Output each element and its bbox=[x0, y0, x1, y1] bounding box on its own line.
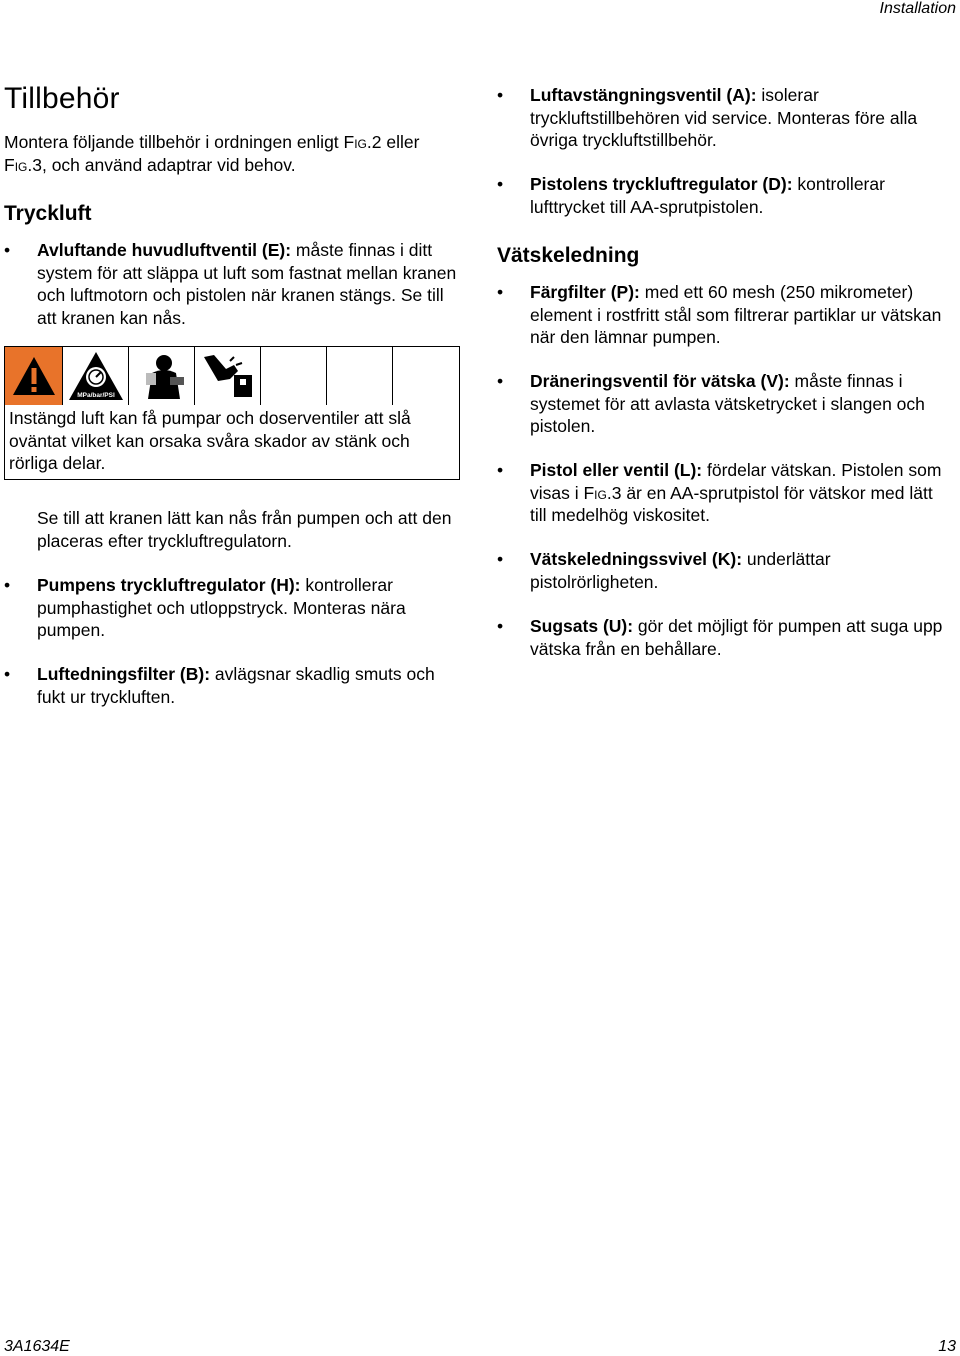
bullet-icon: • bbox=[497, 174, 504, 194]
bullet-icon: • bbox=[4, 575, 11, 595]
item-label: Pumpens tryckluftregulator (H): bbox=[37, 575, 301, 595]
intro-paragraph bbox=[4, 131, 464, 176]
item-text: måste finnas i ditt system för att släppa ut luft som fastnat mellan kranen och luftmotorn och pistolen när kranen stängs. Se till att kranen kan nås. bbox=[37, 240, 457, 329]
bullet-icon: • bbox=[497, 85, 504, 105]
empty-icon-cell bbox=[261, 347, 327, 405]
item-label: Luftedningsfilter (B): bbox=[37, 664, 211, 684]
intro-text-c: 3, och använd adaptrar vid behov. bbox=[32, 154, 296, 175]
list-item bbox=[497, 615, 947, 660]
bullet-icon: • bbox=[4, 664, 11, 684]
item-label: Pistolens tryckluftregulator (D): bbox=[530, 174, 793, 194]
pressure-hazard-icon bbox=[63, 347, 129, 405]
item-text: gör det möjligt för pumpen att suga upp vätska från en behållare. bbox=[530, 616, 943, 659]
list-item bbox=[497, 548, 947, 593]
item-text: 3 är en AA-sprutpistol för vätskor med lätt till medelhög viskositet. bbox=[530, 482, 933, 526]
item-text: underlättar pistolrörligheten. bbox=[530, 549, 831, 592]
item-text: kontrollerar pumphastighet och utloppstryck. Monteras nära pumpen. bbox=[37, 575, 406, 641]
pressure-label: MPa/bar/PSI bbox=[76, 392, 115, 399]
bullet-icon: • bbox=[4, 240, 11, 260]
intro-text-a: Montera följande tillbehör i ordningen enligt bbox=[4, 132, 344, 152]
item-text: måste finnas i systemet för att avlasta vätsketrycket i slangen och pistolen. bbox=[530, 371, 925, 437]
list-item bbox=[497, 281, 947, 349]
bullet-icon: • bbox=[497, 549, 504, 569]
warning-text: Instängd luft kan få pumpar och doserventiler att slå oväntat vilket kan orsaka svåra skador av stänk och rörliga delar. bbox=[9, 408, 411, 474]
empty-icon-cell bbox=[327, 347, 393, 405]
list-item bbox=[497, 370, 947, 438]
item-text: kontrollerar lufttrycket till AA-sprutpistolen. bbox=[530, 174, 885, 217]
fig-ref: Fig. bbox=[343, 132, 372, 152]
moving-parts-hand-icon bbox=[195, 347, 261, 405]
item-text: avlägsnar skadlig smuts och fukt ur tryckluften. bbox=[37, 664, 435, 707]
bullet-icon: • bbox=[497, 460, 504, 480]
intro-text-b: 2 eller bbox=[371, 132, 420, 152]
item-label: Sugsats (U): bbox=[530, 616, 634, 636]
footer-page-number: 13 bbox=[938, 1338, 956, 1355]
skin-injection-icon bbox=[129, 347, 195, 405]
list-item bbox=[497, 459, 947, 527]
section-heading-fluid: Vätskeledning bbox=[497, 244, 640, 267]
item-text: fördelar vätskan. Pistolen som visas i bbox=[530, 460, 942, 503]
item-label: Pistol eller ventil (L): bbox=[530, 460, 703, 480]
running-header: Installation bbox=[879, 0, 956, 17]
footer-doc-id: 3A1634E bbox=[4, 1338, 70, 1355]
list-item bbox=[4, 663, 464, 708]
item-label: Vätskeledningssvivel (K): bbox=[530, 549, 743, 569]
bullet-icon: • bbox=[497, 371, 504, 391]
warning-box bbox=[4, 346, 460, 480]
item-text: isolerar tryckluftstillbehören vid service. Monteras före alla övriga tryckluftstillbehör. bbox=[530, 85, 918, 151]
item-label: Luftavstängningsventil (A): bbox=[530, 85, 757, 105]
list-item bbox=[497, 84, 947, 152]
list-item bbox=[4, 574, 464, 642]
after-warning-paragraph: Se till att kranen lätt kan nås från pumpen och att den placeras efter tryckluftregulatorn. bbox=[37, 508, 452, 551]
bullet-icon: • bbox=[497, 282, 504, 302]
bullet-icon: • bbox=[497, 616, 504, 636]
page-title: Tillbehör bbox=[4, 82, 120, 115]
warning-icons bbox=[5, 347, 393, 405]
warning-triangle-icon bbox=[5, 347, 63, 405]
section-heading-air: Tryckluft bbox=[4, 202, 92, 225]
item-label: Färgfilter (P): bbox=[530, 282, 640, 302]
item-text: med ett 60 mesh (250 mikrometer) element i rostfritt stål som filtrerar partiklar ur vätskan när den lämnar pumpen. bbox=[530, 282, 942, 348]
item-label: Avluftande huvudluftventil (E): bbox=[37, 240, 292, 260]
fig-ref: Fig. bbox=[4, 154, 33, 175]
list-item bbox=[4, 239, 464, 330]
list-item bbox=[497, 173, 947, 218]
item-label: Dräneringsventil för vätska (V): bbox=[530, 371, 790, 391]
fig-ref: Fig. bbox=[583, 482, 612, 503]
